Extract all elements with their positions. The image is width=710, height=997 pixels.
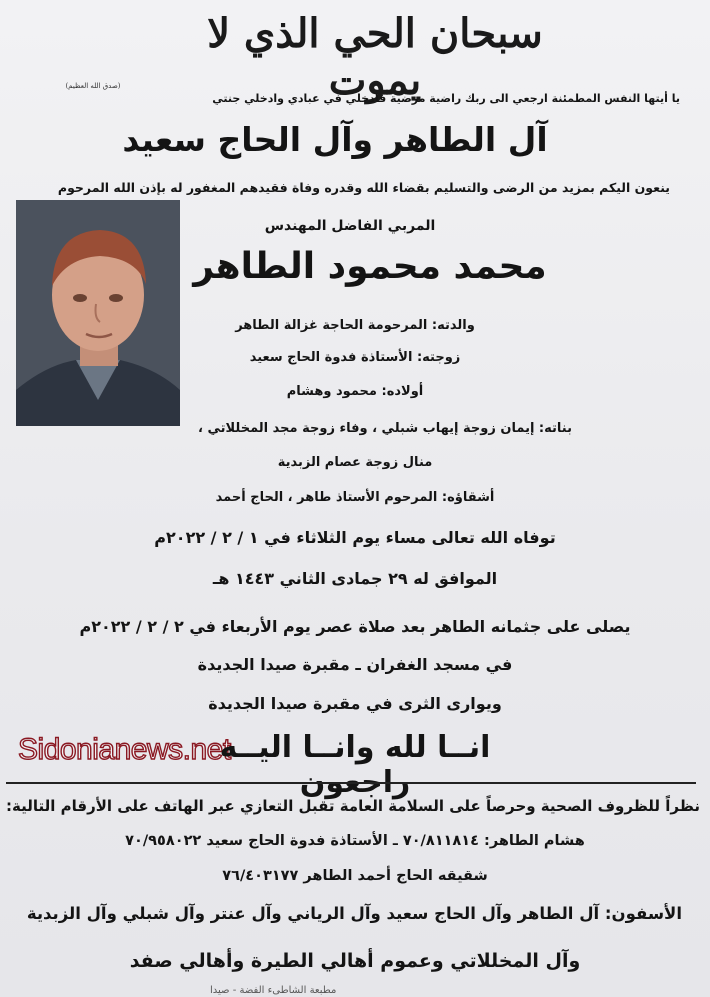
sons-line: أولاده: محمود وهشام xyxy=(286,384,424,399)
mourners-line-2: وآل المخللاتي وعموم أهالي الطيرة وأهالي صفد xyxy=(129,950,581,972)
daughters-line-1: بناته: إيمان زوجة إيهاب شبلي ، وفاء زوجة مجد المخللاتي ، xyxy=(198,421,572,436)
family-name: آل الطاهر وآل الحاج سعيد xyxy=(122,120,548,159)
hijri-date: الموافق له ٢٩ جمادى الثاني ١٤٤٣ هـ xyxy=(212,569,498,588)
deceased-name: محمد محمود الطاهر xyxy=(193,246,547,287)
funeral-place: في مسجد الغفران ـ مقبرة صيدا الجديدة xyxy=(197,655,513,674)
siblings-line: أشقاؤه: المرحوم الأستاذ طاهر ، الحاج أحمد xyxy=(215,490,495,505)
contact-line-1: هشام الطاهر: ٧٠/٨١١٨١٤ ـ الأستاذة فدوة الحاج سعيد ٧٠/٩٥٨٠٢٢ xyxy=(125,833,585,849)
burial-place: ويوارى الثرى في مقبرة صيدا الجديدة xyxy=(208,694,502,713)
mourners-line-1: الأسفون: آل الطاهر وآل الحاج سعيد وآل الرياني وآل عنتر وآل شبلي وآل الزبدية xyxy=(26,904,682,923)
contact-line-2: شقيقه الحاج أحمد الطاهر ٧٦/٤٠٣١٧٧ xyxy=(222,868,488,884)
deceased-title: المربي الفاضل المهندس xyxy=(264,218,436,234)
daughters-line-2: منال زوجة عصام الزبدية xyxy=(277,455,433,470)
mother-line: والدته: المرحومة الحاجة غزالة الطاهر xyxy=(235,318,475,333)
quran-verse: يا أيتها النفس المطمئنة ارجعي الى ربك راضية مرضية فادخلي في عبادي وادخلي جنتي xyxy=(212,92,680,105)
wife-line: زوجته: الأستاذة فدوة الحاج سعيد xyxy=(249,350,461,365)
section-divider xyxy=(6,782,696,784)
condolence-notice: نظراً للظروف الصحية وحرصاً على السلامة العامة تقبل التعازي عبر الهاتف على الأرقام التالية: xyxy=(6,797,700,815)
deceased-photo xyxy=(16,200,180,426)
quran-phrase: انــا لله وانــا اليــه راجعون xyxy=(219,730,491,800)
calligraphy-header: سبحان الحي الذي لا يموت xyxy=(207,10,543,104)
portrait-image xyxy=(16,200,180,426)
site-watermark: Sidonianews.net xyxy=(18,733,231,766)
printer-credit: مطبعة الشاطىء الفضة - صيدا xyxy=(210,985,337,996)
death-date: توفاه الله تعالى مساء يوم الثلاثاء في ١ / ٢ / ٢٠٢٢م xyxy=(154,528,556,547)
announcement: ينعون اليكم بمزيد من الرضى والتسليم بقضاء الله وقدره وفاة فقيدهم المغفور له بإذن الله المرحوم xyxy=(57,180,670,195)
verse-source: (صدق الله العظيم) xyxy=(65,82,121,90)
funeral-prayer: يصلى على جثمانه الطاهر بعد صلاة عصر يوم الأربعاء في ٢ / ٢ / ٢٠٢٢م xyxy=(79,617,631,636)
